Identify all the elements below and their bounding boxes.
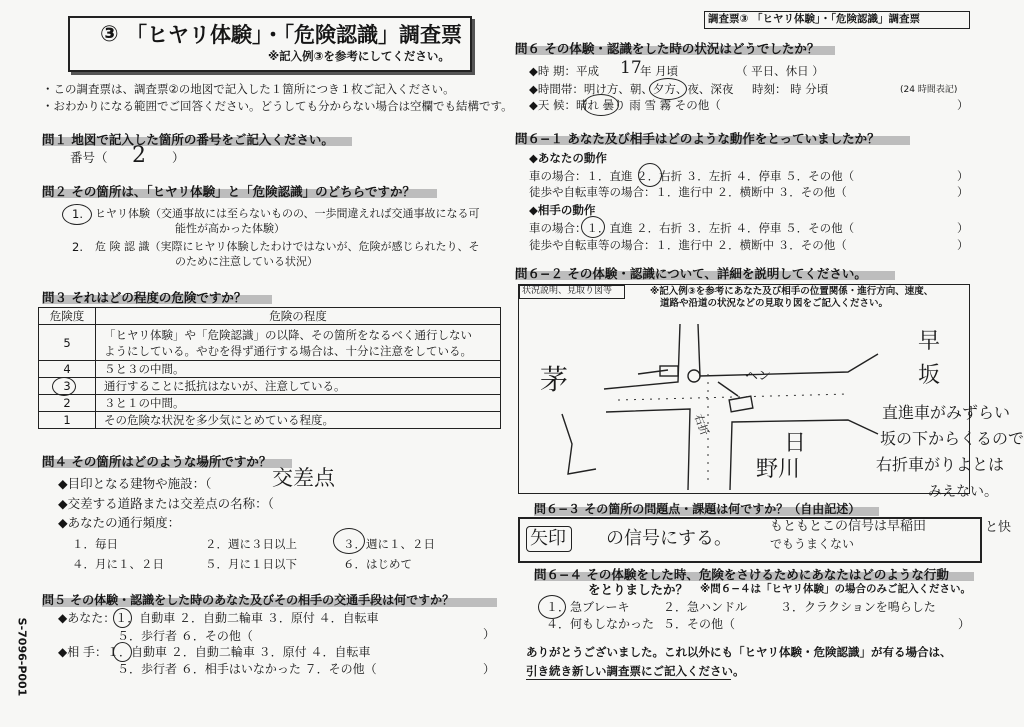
q4-f2: ２．週に３日以上	[205, 537, 297, 551]
q61-other-circle	[581, 216, 605, 238]
sketch-note-2: 道路や沿道の状況などの見取り図をご記入ください。	[660, 298, 889, 309]
q3-label: 問３ それはどの程度の危険ですか？	[42, 290, 247, 305]
q4-f4: ４．月に１、２日	[72, 557, 164, 571]
desc-cell: ５と３の中間。	[96, 361, 501, 378]
q3-answer-circle	[52, 377, 76, 396]
sketch-note-1: ※記入例③を参考にあなた及び相手の位置関係・進行方向、速度、	[650, 286, 934, 297]
page-title: 「ヒヤリ体験」・「危険認識」調査票	[126, 23, 462, 47]
q64-o3: ３．クラクションを鳴らした	[780, 600, 936, 614]
sketch-text-bottom-1: 日	[784, 431, 807, 456]
sketch-desc-2: 坂の下からくるので	[880, 429, 1024, 448]
q63-answer-3: もともとこの信号は早稲田	[770, 519, 927, 534]
sketch-desc-1: 直進車がみずらい	[882, 403, 1011, 422]
intro-line-1: ・この調査票は、調査票②の地図で記入した１箇所につき１枚ご記入ください。	[42, 82, 455, 96]
sketch-desc-3: 右折車がりよとは	[876, 455, 1005, 474]
q5-label: 問５ その体験・認識をした時のあなた及びその相手の交通手段は何ですか？	[42, 593, 455, 607]
q6-year: 17	[620, 58, 642, 78]
q64-o2: ２．急ハンドル	[663, 600, 748, 614]
q64-o1: １．急ブレーキ	[546, 600, 630, 614]
q2-opt2-num: 2.	[72, 240, 83, 254]
q5-you-close: ）	[483, 627, 496, 641]
q61-car: 車の場合：１．直進 ２．右折 ３．左折 ４．停車 ５．その他（	[529, 169, 855, 183]
q64-note: ※問６−４は「ヒヤリ体験」の場合のみご記入ください。	[700, 583, 972, 595]
q5-other: ◆相 手：１．自動車 ２．自動二輪車 ３．原付 ４．自転車	[58, 645, 371, 659]
q2-opt2: 危 険 認 識（実際にヒヤリ体験したわけではないが、危険が感じられたり、そ	[95, 240, 480, 253]
sketch-text-topright-2: 坂	[918, 363, 941, 388]
road-edge	[604, 324, 680, 389]
q4-building: ◆目印となる建物や施設：（	[58, 476, 212, 491]
desc-line: 「ヒヤリ体験」や「危険認識」の以降、その箇所をなるべく通行しない	[104, 327, 472, 342]
q62-label: 問６−２ その体験・認識について、詳細を説明してください。	[515, 266, 867, 281]
q4-f5: ５．月に１日以下	[205, 557, 297, 571]
table-row	[39, 325, 501, 361]
road-edge	[606, 409, 690, 490]
q6-time: ◆時 期：平成	[529, 64, 599, 78]
arrow	[718, 382, 738, 396]
q61-you: ◆あなたの動作	[529, 151, 607, 165]
q6-hour2: 時刻： 時 分頃	[752, 82, 829, 96]
footer-line-1: ありがとうございました。これ以外にも「ヒヤリ体験・危険認識」が有る場合は、	[526, 645, 952, 659]
sketch-text-mid: ヘン	[745, 369, 772, 384]
sketch-box-title: 状況説明、見取り図等	[522, 286, 613, 296]
level-cell: 1	[39, 412, 96, 429]
car-sketch	[729, 396, 753, 412]
q64-label-2: をとりましたか？	[588, 582, 689, 597]
table-row	[39, 412, 501, 429]
q61-walk: 徒歩や自転車等の場合：１．進行中 ２．横断中 ３．その他（	[529, 185, 847, 199]
road-edge	[698, 324, 878, 376]
table-row	[39, 378, 501, 395]
title-number: ③	[100, 22, 119, 47]
q63-answer-2: の信号にする。	[606, 528, 732, 549]
q61-label: 問６−１ あなた及び相手はどのような動作をとっていましたか？	[515, 131, 880, 146]
q6-hour-note: (24 時間表記)	[900, 85, 958, 95]
q63-answer-5: と快	[985, 520, 1012, 535]
q5-other-circle	[113, 642, 132, 662]
sketch-text-topright: 早	[918, 329, 941, 354]
q5-other-close: ）	[483, 662, 496, 676]
q6-weather: ◆天 候：晴れ 曇り 雨 雪 霧 その他（	[529, 98, 721, 112]
level-cell: 2	[39, 395, 96, 412]
page-subtitle: ※記入例③を参考にしてください。	[268, 49, 450, 63]
desc-line: ようにしている。やむを得ず通行する場合は、十分に注意をしている。	[104, 343, 472, 358]
q5-you2: ５．歩行者 ６．その他（	[117, 629, 253, 643]
table-header	[39, 308, 501, 325]
table-row	[39, 395, 501, 412]
q1-answer: 2	[132, 143, 146, 168]
q4-answer-circle	[333, 528, 365, 554]
q61-other: ◆相手の動作	[529, 203, 596, 217]
desc-cell	[96, 325, 501, 361]
q1-close: ）	[172, 150, 185, 165]
q63-label: 問６−３ その箇所の問題点・課題は何ですか？（自由記述）	[534, 502, 861, 516]
q4-road: ◆交差する道路または交差点の名称：（	[58, 496, 274, 511]
q6-weather-circle	[583, 94, 619, 116]
level-cell: 4	[39, 361, 96, 378]
q6-time2: 年 月頃	[640, 64, 679, 78]
q63-answer-1: 矢印	[530, 528, 566, 549]
danger-table	[38, 307, 501, 429]
q5-you-circle	[113, 608, 132, 628]
q1-label: 問１ 地図で記入した箇所の番号をご記入ください。	[42, 132, 334, 147]
q61-walk2-close: ）	[957, 238, 969, 252]
q4-label: 問４ その箇所はどのような場所ですか？	[42, 454, 272, 469]
level-cell: 3	[39, 378, 96, 395]
q61-car2-close: ）	[957, 221, 969, 235]
q2-opt1-num: 1.	[72, 207, 83, 221]
q6-hour-circle	[649, 78, 687, 100]
q5-you: ◆あなた：１．自動車 ２．自動二輪車 ３．原付 ４．自転車	[58, 611, 379, 625]
table-row	[39, 361, 501, 378]
q1-field: 番号（	[70, 150, 108, 165]
q2-opt1: ヒヤリ体験（交通事故には至らないものの、一歩間違えれば交通事故になる可	[95, 207, 480, 220]
sketch-text-bottom-2: 野川	[756, 457, 801, 482]
q2-opt1b: 能性が高かった体験）	[175, 222, 285, 235]
q4-f6: ６．はじめて	[343, 557, 412, 571]
sketch-stroke	[562, 414, 596, 474]
q61-walk-close: ）	[957, 185, 969, 199]
q4-building-answer: 交差点	[272, 466, 335, 490]
q64-close: ）	[958, 617, 971, 631]
q4-freq: ◆あなたの通行頻度：	[58, 515, 181, 530]
header-desc: 危険の程度	[96, 308, 501, 325]
level-cell: 5	[39, 325, 96, 361]
q6-hour: ◆時間帯：明け方、朝、夕方、夜、深夜	[529, 82, 734, 96]
q61-car-close: ）	[957, 169, 969, 183]
q4-f3: ３．週に１、２日	[343, 537, 435, 551]
q61-walk2: 徒歩や自転車等の場合：１．進行中 ２．横断中 ３．その他（	[529, 238, 847, 252]
side-code: S-7096-P001	[15, 617, 29, 697]
q61-car2: 車の場合：１．直進 ２．右折 ３．左折 ４．停車 ５．その他（	[529, 221, 855, 235]
desc-cell: その危険な状況を多少気にとめている程度。	[96, 412, 501, 429]
q6-weather-close: ）	[957, 98, 969, 112]
q2-opt2b: のために注意している状況）	[175, 255, 318, 268]
q2-label: 問２ その箇所は、「ヒヤリ体験」と「危険認識」のどちらですか？	[42, 184, 415, 199]
intro-line-2: ・おわかりになる範囲でご回答ください。どうしても分からない場合は空欄でも結構です。	[42, 99, 513, 113]
signal-sketch	[688, 370, 700, 382]
sketch-desc-4: みえない。	[928, 484, 998, 500]
sketch-text-mid-2: 右折	[691, 412, 712, 438]
q64-label: 問６−４ その体験をした時、危険をさけるためにあなたはどのような行動	[534, 567, 949, 582]
footer-underline	[526, 679, 731, 680]
q61-you-circle	[638, 163, 662, 187]
q64-o5: ５．その他（	[663, 617, 736, 631]
footer-line-2: 引き続き新しい調査票にご記入ください。	[526, 664, 745, 678]
q6-time3: （ 平日、休日 ）	[736, 64, 824, 78]
header-level: 危険度	[39, 308, 96, 325]
sketch-text-left: 茅	[540, 363, 569, 396]
q64-o4: ４．何もしなかった	[546, 617, 655, 631]
q63-answer-1-frame	[526, 526, 572, 552]
q63-answer-4: でもうまくない	[770, 537, 855, 551]
q6-label: 問６ その体験・認識をした時の状況はどうでしたか？	[515, 41, 820, 56]
arrow	[638, 370, 668, 374]
desc-cell: ３と１の中間。	[96, 395, 501, 412]
desc-cell: 通行することに抵抗はないが、注意している。	[96, 378, 501, 395]
q5-other2: ５．歩行者 ６．相手はいなかった ７．その他（	[117, 662, 377, 676]
header-tag: 調査票③ 「ヒヤリ体験」・「危険認識」調査票	[708, 13, 921, 25]
q4-f1: １．毎日	[72, 537, 118, 551]
